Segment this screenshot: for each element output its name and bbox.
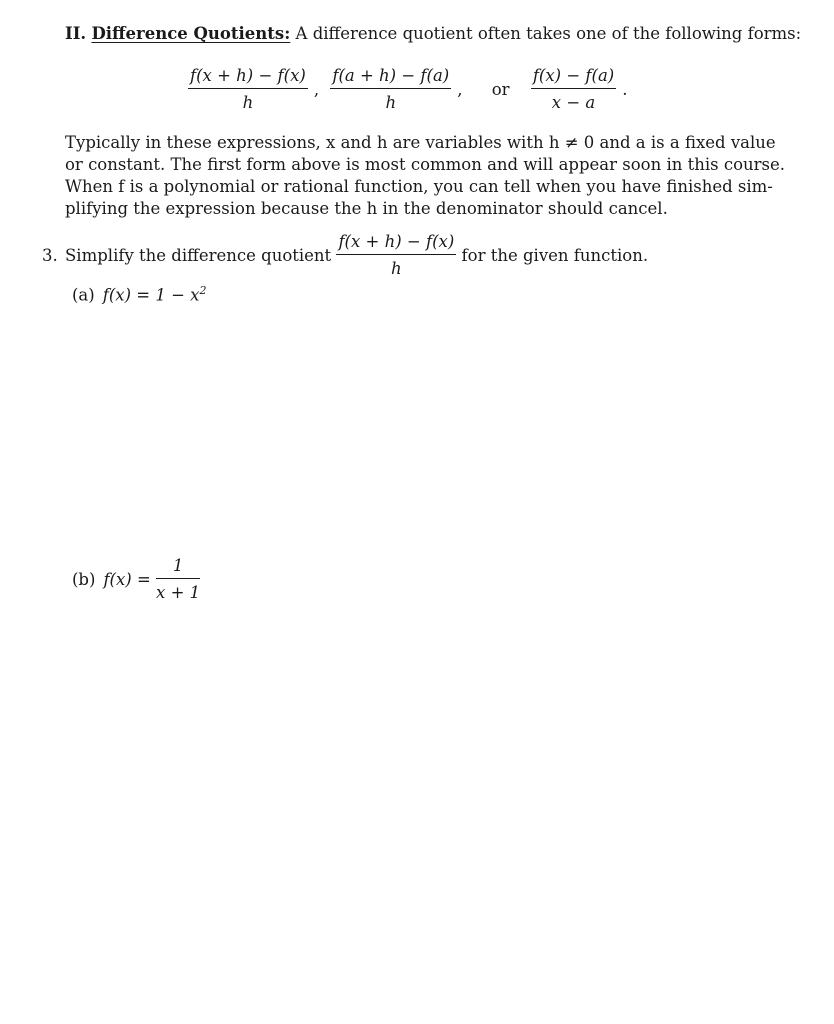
- part-b-label: (b): [72, 569, 96, 589]
- paragraph-line: Typically in these expressions, x and h are variables with h ≠ 0 and a is a fixed value: [65, 133, 776, 152]
- explanation-paragraph: [65, 132, 786, 220]
- section-heading: [65, 24, 801, 43]
- part-b-numerator: 1: [156, 556, 200, 579]
- form-2-fraction: [330, 66, 451, 112]
- form-1-denominator: h: [242, 93, 254, 112]
- form-3-denominator: x − a: [551, 93, 596, 112]
- part-b-lhs: f(x) =: [103, 569, 151, 589]
- part-a-label: (a): [72, 285, 95, 305]
- form-2-denominator: h: [385, 93, 397, 112]
- form-3-fraction: [531, 66, 616, 112]
- paragraph-line: or constant. The first form above is most common and will appear soon in this course.: [65, 155, 786, 174]
- section-number: II.: [65, 24, 87, 43]
- difference-quotient-forms: [188, 66, 634, 112]
- form-2-numerator: f(a + h) − f(a): [330, 66, 451, 89]
- form-3-numerator: f(x) − f(a): [531, 66, 616, 89]
- part-a-exponent: 2: [199, 284, 207, 297]
- part-a: [72, 284, 206, 305]
- question-3-number: 3.: [42, 246, 58, 265]
- section-title: Difference Quotients:: [91, 24, 291, 43]
- part-b: [72, 556, 200, 602]
- form-1-separator: ,: [313, 79, 320, 99]
- question-3-prefix: Simplify the difference quotient: [65, 245, 332, 265]
- part-b-fraction: [156, 556, 200, 602]
- form-3-separator: .: [622, 79, 628, 99]
- question-3-numerator: f(x + h) − f(x): [336, 232, 456, 255]
- question-3-denominator: h: [391, 259, 402, 278]
- paragraph-line: When f is a polynomial or rational function, you can tell when you have finished sim-: [65, 177, 773, 196]
- question-3-suffix: for the given function.: [461, 245, 649, 265]
- part-b-denominator: x + 1: [156, 583, 201, 602]
- or-connector: or: [491, 79, 510, 99]
- form-1-fraction: [188, 66, 308, 112]
- question-3-fraction: [336, 232, 456, 278]
- question-3-prompt: [65, 232, 648, 278]
- form-2-separator: ,: [457, 79, 463, 99]
- paragraph-line: plifying the expression because the h in the denominator should cancel.: [65, 199, 668, 218]
- section-intro: A difference quotient often takes one of the following forms:: [295, 24, 802, 43]
- part-a-expression: f(x) = 1 − x: [102, 285, 200, 305]
- form-1-numerator: f(x + h) − f(x): [188, 66, 308, 89]
